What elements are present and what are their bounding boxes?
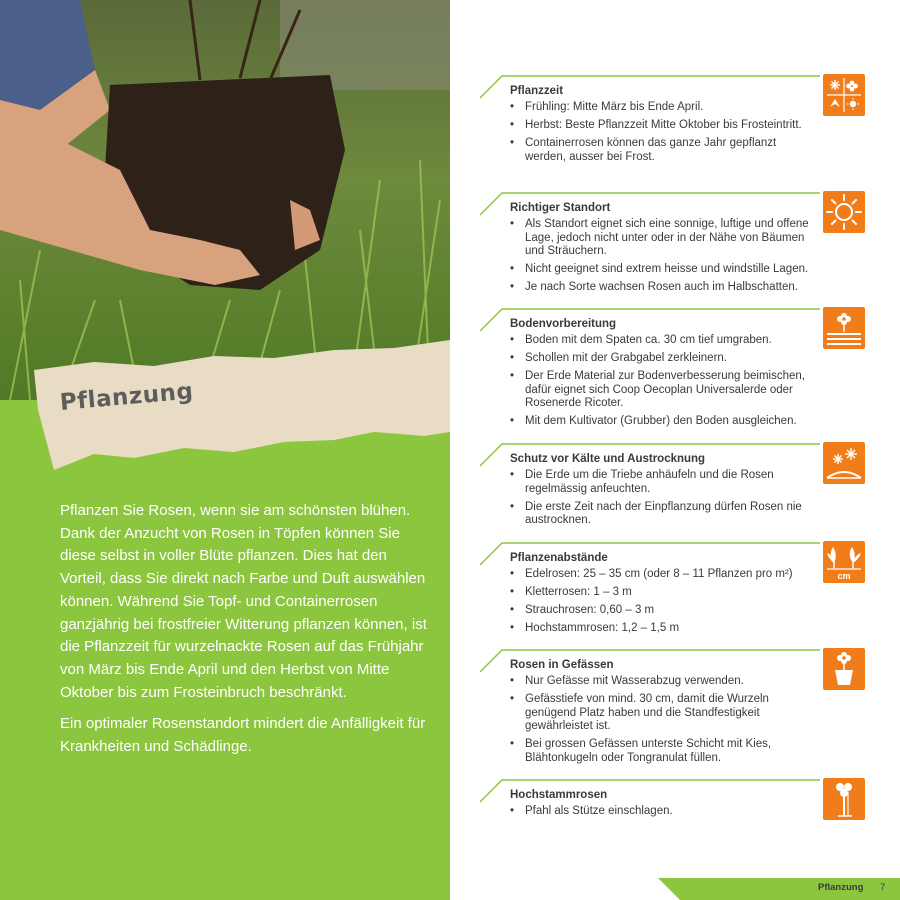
list-item: • Edelrosen: 25 – 35 cm (oder 8 – 11 Pflanzen pro m²) xyxy=(510,568,820,582)
list-item: • Gefässtiefe von mind. 30 cm, damit die Wurzeln genügend Platz haben und die Standfestigkeit gewährleistet ist. xyxy=(510,693,820,734)
list-item: • Frühling: Mitte März bis Ende April. xyxy=(510,101,820,115)
section-title: Hochstammrosen xyxy=(510,789,608,801)
section-list xyxy=(510,568,820,640)
list-item: • Je nach Sorte wachsen Rosen auch im Halbschatten. xyxy=(510,281,820,295)
section-title: Richtiger Standort xyxy=(510,202,611,214)
list-item: • Mit dem Kultivator (Grubber) den Boden ausgleichen. xyxy=(510,415,820,429)
list-item: • Pfahl als Stütze einschlagen. xyxy=(510,805,820,819)
list-item: • Herbst: Beste Pflanzzeit Mitte Oktober bis Frosteintritt. xyxy=(510,119,820,133)
list-item: • Die Erde um die Triebe anhäufeln und die Rosen regelmässig anfeuchten. xyxy=(510,469,820,496)
list-item: • Nur Gefässe mit Wasserabzug verwenden. xyxy=(510,675,820,689)
list-item: • Bei grossen Gefässen unterste Schicht mit Kies, Blähtonkugeln oder Tongranulat füllen. xyxy=(510,738,820,765)
list-item: • Containerrosen können das ganze Jahr gepflanzt werden, ausser bei Frost. xyxy=(510,137,820,164)
standard-rose-icon xyxy=(823,778,865,820)
list-item: • Der Erde Material zur Bodenverbesserung beimischen, dafür eignet sich Coop Oecoplan Universalerde oder Rosenerde Ricoter. xyxy=(510,370,820,411)
list-item: • Schollen mit der Grabgabel zerkleinern. xyxy=(510,352,820,366)
plant-spacing-icon xyxy=(823,541,865,583)
section-list xyxy=(510,805,820,823)
section-title: Bodenvorbereitung xyxy=(510,318,617,330)
section-title: Pflanzenabstände xyxy=(510,552,608,564)
potted-flower-icon xyxy=(823,648,865,690)
section-list xyxy=(510,218,820,299)
list-item: • Kletterrosen: 1 – 3 m xyxy=(510,586,820,600)
section-list xyxy=(510,675,820,770)
list-item: • Als Standort eignet sich eine sonnige, luftige und offene Lage, jedoch nicht unter oder in der Nähe von Bäumen und Sträuchern. xyxy=(510,218,820,259)
intro-text xyxy=(60,500,430,768)
icon-label: cm xyxy=(837,571,851,581)
list-item: • Nicht geeignet sind extrem heisse und windstille Lagen. xyxy=(510,263,820,277)
section-list xyxy=(510,334,820,433)
list-item: • Hochstammrosen: 1,2 – 1,5 m xyxy=(510,622,820,636)
list-item: • Die erste Zeit nach der Einpflanzung dürfen Rosen nie austrocknen. xyxy=(510,501,820,528)
section-title: Schutz vor Kälte und Austrocknung xyxy=(510,453,706,465)
section-list xyxy=(510,469,820,532)
list-item: • Boden mit dem Spaten ca. 30 cm tief umgraben. xyxy=(510,334,820,348)
section-title: Rosen in Gefässen xyxy=(510,659,614,671)
footer-section-label: Pflanzung xyxy=(818,882,864,893)
intro-paragraph-2: Ein optimaler Rosenstandort mindert die Anfälligkeit für Krankheiten und Schädlinge. xyxy=(60,715,426,756)
soil-flower-icon xyxy=(823,307,865,349)
page-title: Pflanzung xyxy=(58,378,195,416)
sun-icon xyxy=(823,191,865,233)
right-column xyxy=(450,0,900,900)
section-list xyxy=(510,101,820,169)
frost-protection-icon xyxy=(823,442,865,484)
intro-paragraph-1: Pflanzen Sie Rosen, wenn sie am schönsten blühen. Dank der Anzucht von Rosen in Töpfen können Sie diese selbst in voller Blüte pflanzen. Dies hat den Vorteil, dass Sie direkt nach Farbe und Duft auswählen können. Während Sie Topf- und Containerrosen ganzjährig bei frostfreier Witterung pflanzen können, ist die Pflanzzeit für wurzelnackte Rosen auf das Frühjahr von März bis Ende April und den Herbst von Mitte Oktober bis zum Frosteinbruch beschränkt. xyxy=(60,502,427,701)
footer-band xyxy=(658,878,900,900)
list-item: • Strauchrosen: 0,60 – 3 m xyxy=(510,604,820,618)
seasons-icon xyxy=(823,74,865,116)
page-number: 7 xyxy=(880,882,886,893)
section-title: Pflanzzeit xyxy=(510,85,564,97)
